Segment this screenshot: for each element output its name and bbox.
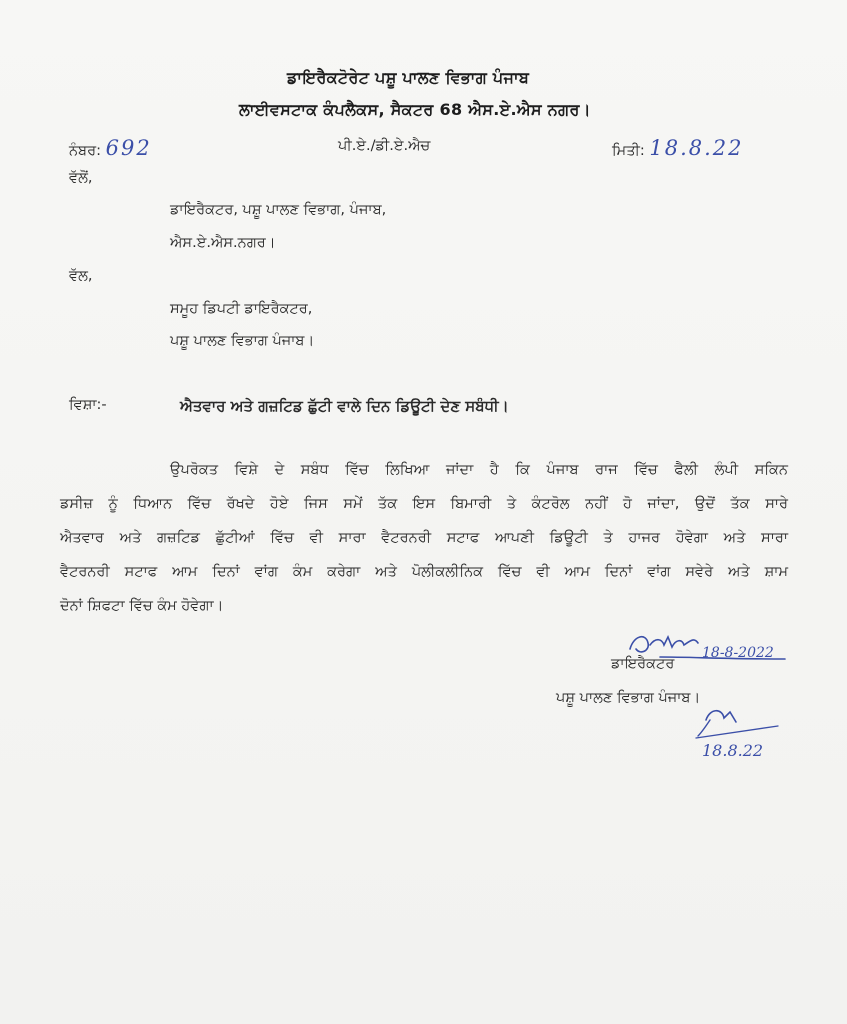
number-label: ਨੰਬਰ: (69, 143, 101, 159)
body-line-3: ਐਤਵਾਰ ਅਤੇ ਗਜ਼ਟਿਡ ਛੁੱਟੀਆਂ ਵਿੱਚ ਵੀ ਸਾਰਾ ਵੈਟਰਨਰੀ ਸਟਾਫ ਆਪਣੀ ਡਿਊਟੀ ਤੇ ਹਾਜਰ ਹੋਵੇਗਾ ਅਤੇ ਸਾਰਾ (60, 530, 788, 546)
to-line-1: ਸਮੂਹ ਡਿਪਟੀ ਡਾਇਰੈਕਟਰ, (170, 301, 313, 317)
initials-mark (692, 698, 782, 768)
body-line-5: ਦੋਨਾਂ ਸ਼ਿਫਟਾ ਵਿੱਚ ਕੰਮ ਹੋਵੇਗਾ। (60, 598, 224, 614)
letterhead-line-2: ਲਾਈਵਸਟਾਕ ਕੰਪਲੈਕਸ, ਸੈਕਟਰ 68 ਐਸ.ਏ.ਐਸ ਨਗਰ। (239, 100, 591, 119)
number-value: 692 (105, 136, 152, 160)
signatory-department: ਪਸ਼ੂ ਪਾਲਣ ਵਿਭਾਗ ਪੰਜਾਬ। (556, 690, 701, 706)
signature-date: 18-8-2022 (702, 645, 774, 661)
from-line-1: ਡਾਇਰੈਕਟਰ, ਪਸ਼ੂ ਪਾਲਣ ਵਿਭਾਗ, ਪੰਜਾਬ, (170, 202, 387, 218)
letterhead-line-1: ਡਾਇਰੈਕਟੋਰੇਟ ਪਸ਼ੂ ਪਾਲਣ ਵਿਭਾਗ ਪੰਜਾਬ (287, 68, 530, 87)
body-line-1: ਉਪਰੋਕਤ ਵਿਸ਼ੇ ਦੇ ਸਬੰਧ ਵਿੱਚ ਲਿਖਿਆ ਜਾਂਦਾ ਹੈ ਕਿ ਪੰਜਾਬ ਰਾਜ ਵਿੱਚ ਫੈਲੀ ਲੰਪੀ ਸਕਿਨ (170, 462, 788, 478)
initials-date: 18.8.22 (702, 741, 764, 760)
date-label: ਮਿਤੀ: (612, 143, 645, 159)
date-value: 18.8.22 (649, 136, 744, 160)
signatory-title: ਡਾਇਰੈਕਟਰ (611, 656, 675, 672)
date-block (612, 136, 744, 160)
from-label: ਵੱਲੋਂ, (69, 170, 93, 186)
subject-label: ਵਿਸ਼ਾ:- (69, 397, 107, 413)
reference-number (69, 136, 152, 160)
body-line-2: ਡਸੀਜ਼ ਨੂੰ ਧਿਆਨ ਵਿੱਚ ਰੱਖਦੇ ਹੋਏ ਜਿਸ ਸਮੇਂ ਤੱਕ ਇਸ ਬਿਮਾਰੀ ਤੇ ਕੰਟਰੋਲ ਨਹੀਂ ਹੋ ਜਾਂਦਾ, ਉਦੋਂ ਤੱਕ ਸਾਰੇ (60, 496, 788, 512)
to-label: ਵੱਲ, (69, 268, 93, 284)
subject-text: ਐਤਵਾਰ ਅਤੇ ਗਜ਼ਟਿਡ ਛੁੱਟੀ ਵਾਲੇ ਦਿਨ ਡਿਊਟੀ ਦੇਣ ਸਬੰਧੀ। (180, 397, 509, 415)
body-line-4: ਵੈਟਰਨਰੀ ਸਟਾਫ ਆਮ ਦਿਨਾਂ ਵਾਂਗ ਕੰਮ ਕਰੇਗਾ ਅਤੇ ਪੋਲੀਕਲੀਨਿਕ ਵਿੱਚ ਵੀ ਆਮ ਦਿਨਾਂ ਵਾਂਗ ਸਵੇਰੇ ਅਤੇ ਸ਼ਾਮ (60, 564, 788, 580)
branch-code: ਪੀ.ਏ./ਡੀ.ਏ.ਐਚ (338, 138, 431, 154)
to-line-2: ਪਸ਼ੂ ਪਾਲਣ ਵਿਭਾਗ ਪੰਜਾਬ। (170, 333, 315, 349)
from-line-2: ਐਸ.ਏ.ਐਸ.ਨਗਰ। (170, 235, 276, 251)
